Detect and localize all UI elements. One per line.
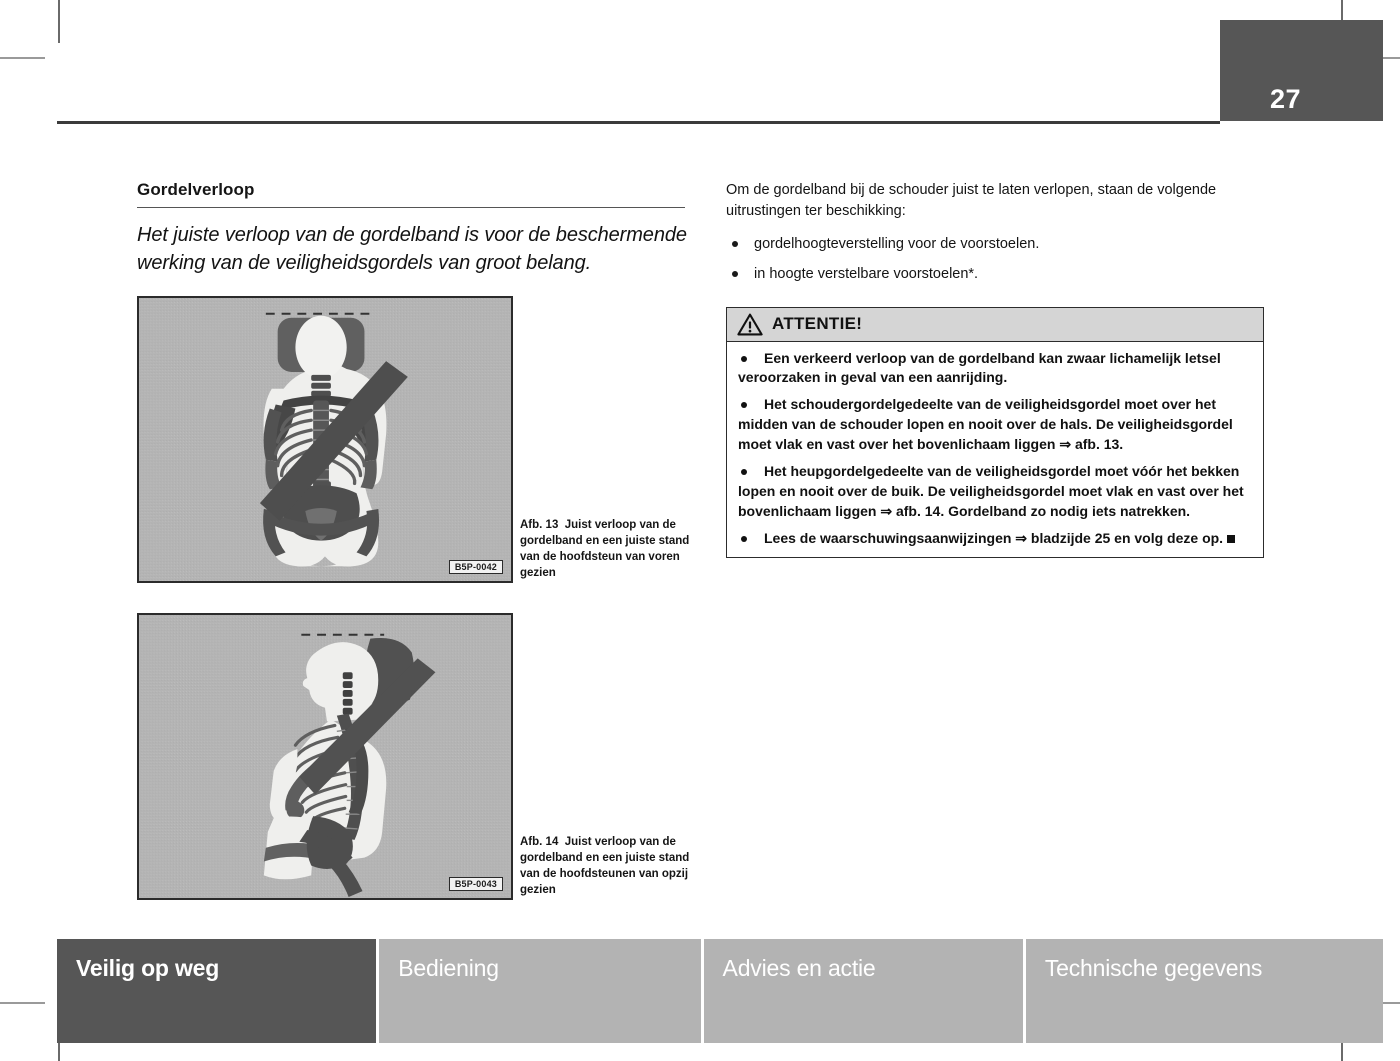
footer-navigation: [57, 939, 1383, 1043]
figure-13-caption: [520, 518, 700, 581]
bullet-dot-icon: [732, 271, 738, 277]
warning-box-body: [727, 342, 1263, 558]
warning-item: [738, 462, 1252, 522]
footer-tab-label: Technische gegevens: [1044, 955, 1263, 981]
list-item: [726, 264, 1264, 285]
intro-paragraph: Om de gordelband bij de schouder juist te laten verlopen, staan de volgende uitrustingen ter beschikking:: [726, 182, 1217, 219]
warning-title: ATTENTIE!: [772, 314, 863, 333]
crop-mark-top-left-vertical: [58, 0, 60, 43]
warning-item-text: Een verkeerd verloop van de gordelband kan zwaar lichamelijk letsel veroorzaken in geval van een aanrijding.: [738, 349, 1221, 386]
footer-tab-advies-en-actie[interactable]: [704, 939, 1023, 1043]
figure-14-image-code: B5P-0043: [449, 877, 503, 891]
bullet-dot-icon: [741, 469, 747, 475]
footer-tab-veilig-op-weg[interactable]: [57, 939, 376, 1043]
footer-tab-label: Advies en actie: [722, 955, 876, 981]
section-end-marker-icon: [1227, 535, 1235, 543]
warning-item: [738, 395, 1252, 455]
figure-14-caption-text: Juist verloop van de gordelband en een juiste stand van de hoofdsteunen van opzij gezien: [520, 836, 690, 896]
bullet-dot-icon: [732, 241, 738, 247]
warning-triangle-icon: [737, 313, 763, 336]
bullet-dot-icon: [741, 356, 747, 362]
figure-13-image-code: B5P-0042: [449, 560, 503, 574]
figure-13-caption-text: Juist verloop van de gordelband en een juiste stand van de hoofdsteun van voren gezien: [520, 519, 690, 579]
warning-box-header: [727, 308, 1263, 342]
figure-14: [137, 613, 690, 900]
page-number: 27: [1270, 84, 1302, 114]
warning-item: [738, 349, 1252, 389]
page-number-block: [1220, 20, 1383, 121]
bullet-dot-icon: [741, 536, 747, 542]
figure-13-illustration: [139, 298, 511, 581]
left-column: [137, 180, 689, 277]
equipment-bullet-list: [726, 234, 1264, 285]
crop-mark-top-left-horizontal: [0, 57, 45, 59]
bullet-dot-icon: [741, 402, 747, 408]
figure-14-illustration: [139, 615, 511, 898]
footer-tab-label: Bediening: [398, 955, 499, 981]
crop-mark-bottom-left-horizontal: [0, 1002, 45, 1004]
figure-14-caption: [520, 835, 700, 898]
figure-14-frame: [137, 613, 513, 900]
warning-item-text: Het schoudergordelgedeelte van de veiligheidsgordel moet over het midden van de schouder lopen en nooit over de hals. De veiligheidsgordel moet vlak en vast over het bovenlichaam liggen ⇒ afb. 13.: [738, 396, 1233, 452]
lead-paragraph: Het juiste verloop van de gordelband is voor de beschermende werking van de veiligheidsgordels van groot belang.: [137, 224, 687, 275]
warning-item-list: [738, 349, 1252, 549]
warning-item-text: Het heupgordelgedeelte van de veiligheidsgordel moet vóór het bekken lopen en nooit over de buik. De veiligheidsgordel moet vlak en vast over het bovenlichaam liggen ⇒ afb. 14. Gordelband zo nodig iets natrekken.: [738, 462, 1244, 519]
header-rule: [57, 121, 1220, 124]
list-item-label: gordelhoogteverstelling voor de voorstoelen.: [754, 236, 1040, 253]
figure-13: [137, 296, 690, 583]
figure-13-frame: [137, 296, 513, 583]
footer-tab-technische-gegevens[interactable]: [1026, 939, 1383, 1043]
list-item-label: in hoogte verstelbare voorstoelen*.: [754, 266, 979, 283]
footer-tab-label: Veilig op weg: [76, 955, 220, 981]
figure-13-caption-number: Afb. 13: [520, 519, 559, 531]
warning-item: [738, 529, 1252, 549]
heading-underline: [137, 207, 685, 208]
section-heading: Gordelverloop: [137, 180, 255, 199]
figure-14-caption-number: Afb. 14: [520, 836, 559, 848]
right-column: [726, 180, 1264, 558]
footer-tab-bediening[interactable]: [379, 939, 700, 1043]
warning-box: [726, 307, 1264, 559]
list-item: [726, 234, 1264, 255]
warning-item-text: Lees de waarschuwingsaanwijzingen ⇒ bladzijde 25 en volg deze op.: [764, 529, 1224, 546]
